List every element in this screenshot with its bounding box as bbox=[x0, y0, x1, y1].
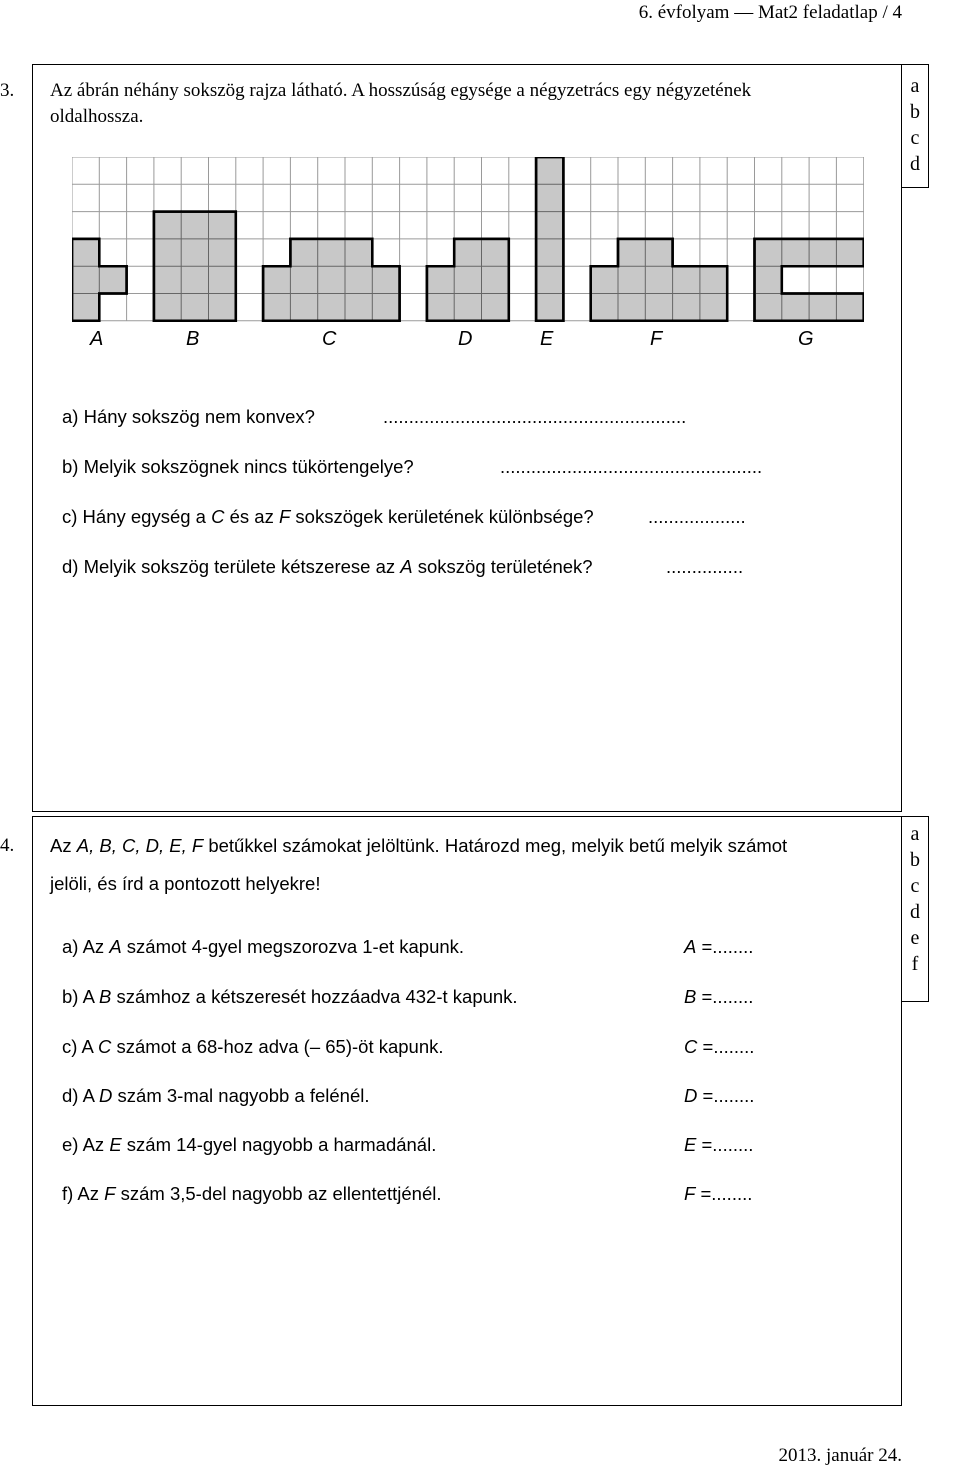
score-letter-f: f bbox=[911, 953, 919, 975]
item-b: b) A B számhoz a kétszeresét hozzáadva 432-t kapunk. bbox=[62, 986, 518, 1007]
answer-line-b[interactable]: ................................................... bbox=[500, 456, 763, 477]
question-c: c) Hány egység a C és az F sokszögek kerületének különbsége? bbox=[62, 506, 594, 527]
answer-f[interactable]: F =........ bbox=[684, 1183, 753, 1204]
task4-score-column bbox=[901, 816, 929, 1002]
page-footer: 2013. január 24. bbox=[778, 1445, 902, 1466]
shape-label-c: C bbox=[322, 328, 337, 350]
var-c: C bbox=[211, 506, 225, 527]
answer-b[interactable]: B =........ bbox=[684, 986, 754, 1007]
task4-number: 4. bbox=[0, 835, 15, 856]
answer-e[interactable]: E =........ bbox=[684, 1134, 754, 1155]
shape-labels bbox=[70, 328, 870, 354]
shape-label-a: A bbox=[90, 328, 104, 350]
task4-intro-line2: jelöli, és írd a pontozott helyekre! bbox=[50, 873, 321, 894]
var-a: A bbox=[400, 556, 413, 577]
score-letter-d: d bbox=[910, 153, 920, 175]
answer-d[interactable]: D =........ bbox=[684, 1085, 755, 1106]
task4-box bbox=[32, 816, 902, 1406]
page-header: 6. évfolyam — Mat2 feladatlap / 4 bbox=[638, 2, 902, 23]
item-d: d) A D szám 3-mal nagyobb a felénél. bbox=[62, 1085, 370, 1106]
score-letter-c: c bbox=[910, 875, 920, 897]
task4-variables: A, B, C, D, E, F bbox=[76, 835, 204, 856]
score-letter-a: a bbox=[910, 75, 920, 97]
shape-c bbox=[263, 239, 400, 321]
var-f: F bbox=[278, 506, 291, 527]
task4-intro-line1: Az A, B, C, D, E, F betűkkel számokat jelöltünk. Határozd meg, melyik betű melyik számot bbox=[50, 835, 788, 856]
item-f: f) Az F szám 3,5-del nagyobb az ellentettjénél. bbox=[62, 1183, 442, 1204]
task3-score-column bbox=[901, 64, 929, 188]
task3-intro-line2: oldalhossza. bbox=[50, 106, 144, 127]
shape-label-d: D bbox=[458, 328, 473, 350]
shape-label-b: B bbox=[186, 328, 200, 350]
task3-number: 3. bbox=[0, 80, 15, 101]
task3-intro-line1: Az ábrán néhány sokszög rajza látható. A hosszúság egysége a négyzetrács egy négyzetének bbox=[50, 80, 752, 101]
score-letter-a: a bbox=[910, 823, 920, 845]
item-c: c) A C számot a 68-hoz adva (– 65)-öt kapunk. bbox=[62, 1036, 444, 1057]
score-letter-e: e bbox=[910, 927, 920, 949]
shape-label-g: G bbox=[798, 328, 814, 350]
shape-label-f: F bbox=[650, 328, 663, 350]
score-letter-c: c bbox=[910, 127, 920, 149]
question-a: a) Hány sokszög nem konvex? bbox=[62, 406, 315, 427]
question-b: b) Melyik sokszögnek nincs tükörtengelye? bbox=[62, 456, 414, 477]
shape-f bbox=[591, 239, 728, 321]
score-letter-d: d bbox=[910, 901, 920, 923]
answer-line-c[interactable]: ................... bbox=[648, 506, 746, 527]
score-letter-b: b bbox=[910, 101, 920, 123]
score-letter-b: b bbox=[910, 849, 920, 871]
shape-label-e: E bbox=[540, 328, 554, 350]
polygon-grid-figure bbox=[72, 157, 864, 325]
shape-d bbox=[427, 239, 509, 321]
answer-line-a[interactable]: ........................................................... bbox=[383, 406, 687, 427]
item-a: a) Az A számot 4-gyel megszorozva 1-et kapunk. bbox=[62, 936, 465, 957]
item-e: e) Az E szám 14-gyel nagyobb a harmadánál. bbox=[62, 1134, 437, 1155]
answer-a[interactable]: A =........ bbox=[684, 936, 754, 957]
answer-c[interactable]: C =........ bbox=[684, 1036, 755, 1057]
question-d: d) Melyik sokszög területe kétszerese az A sokszög területének? bbox=[62, 556, 593, 577]
answer-line-d[interactable]: ............... bbox=[666, 556, 744, 577]
